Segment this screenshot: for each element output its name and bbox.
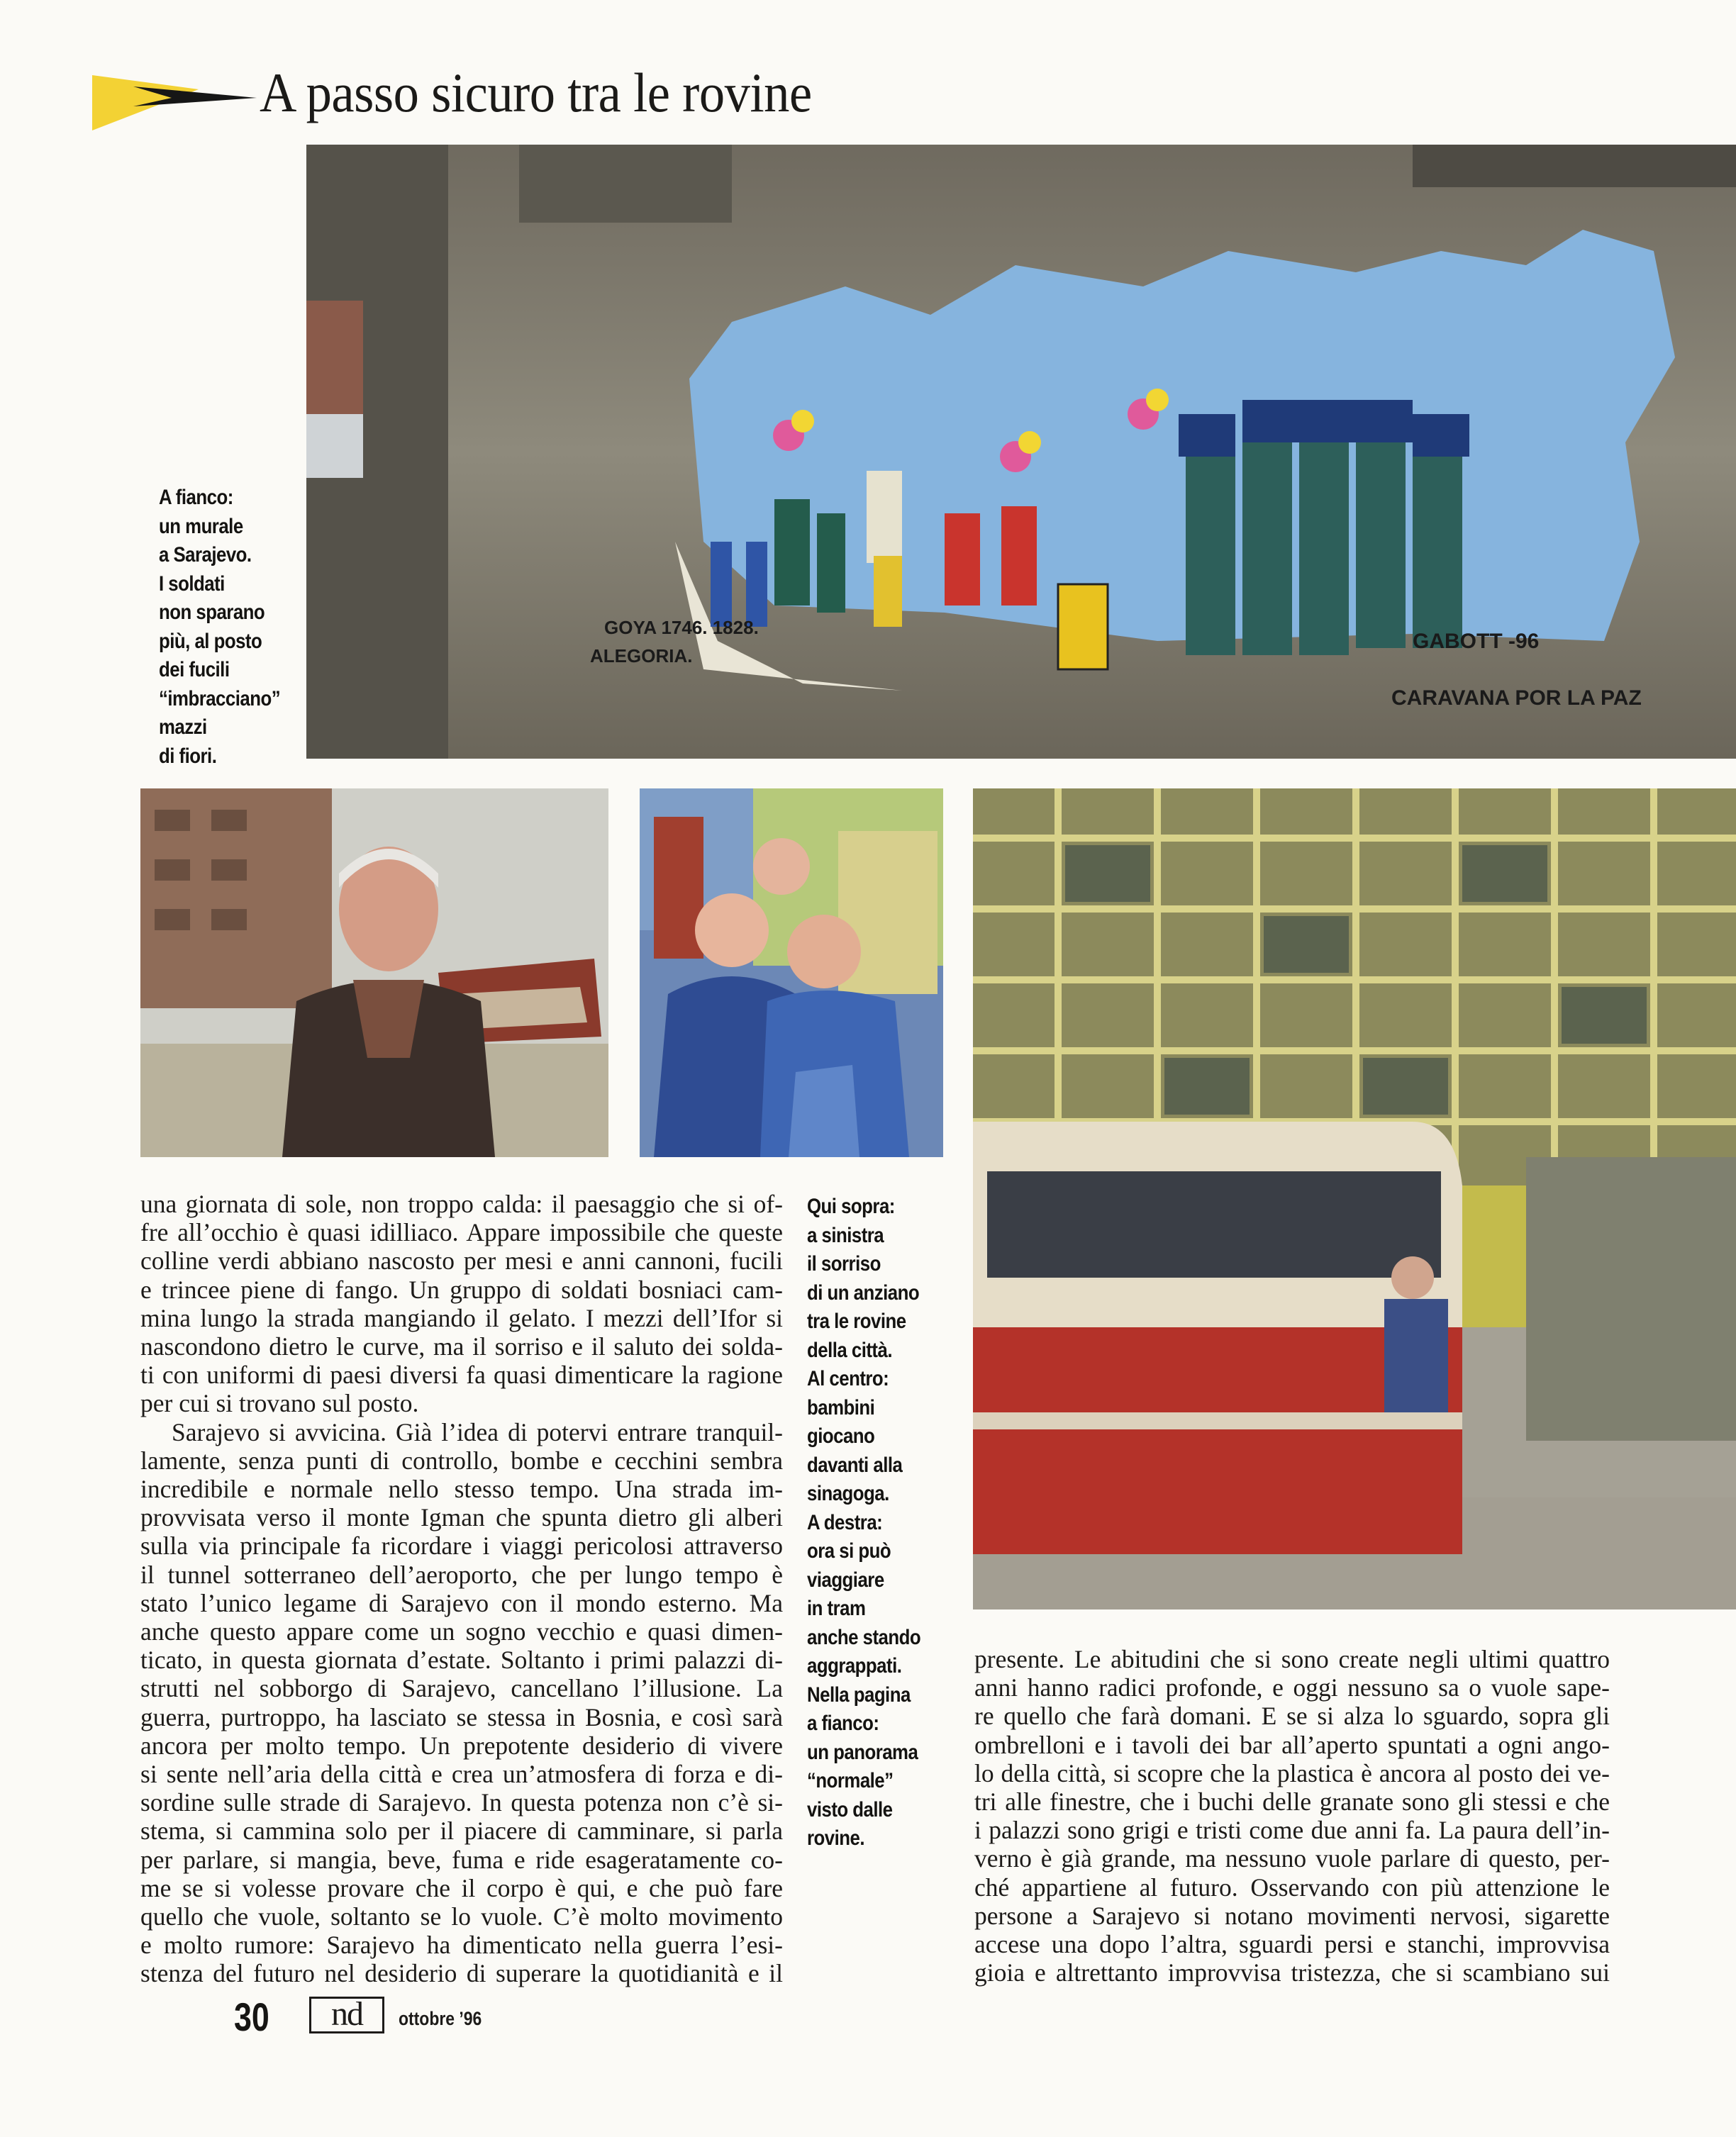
article-line: strutti nel sobborgo di Sarajevo, cancellano l’illusione. La (140, 1674, 783, 1703)
article-line: e trincee piene di fango. Un gruppo di soldati bosniaci cam- (140, 1275, 783, 1304)
caption-line: viaggiare (807, 1568, 884, 1592)
article-line: fre all’occhio è quasi idilliaco. Appare impossibile che queste (140, 1218, 783, 1247)
children-photo (640, 788, 943, 1157)
article-line: stato l’unico legame di Sarajevo con il mondo esterno. Ma (140, 1588, 783, 1617)
caption-line: un murale (159, 514, 243, 538)
caption-line: davanti alla (807, 1453, 903, 1477)
article-line: Sarajevo si avvicina. Già l’idea di potervi entrare tranquil- (172, 1417, 783, 1446)
caption-line: I soldati (159, 571, 225, 596)
article-line: lamente, senza punti di controllo, bombe e cecchini sembra (140, 1446, 783, 1475)
caption-line: Al centro: (807, 1367, 889, 1390)
article-line: sordine sulle strade di Sarajevo. In questa potenza non c’è si- (140, 1788, 783, 1817)
caption-line: non sparano (159, 601, 265, 624)
article-line: me se si volesse provare che il corpo è qui, e che può fare (140, 1873, 783, 1902)
article-line: per parlare, si mangia, beve, fuma e ride esageratamente co- (140, 1845, 783, 1874)
caption-line: A fianco: (159, 486, 233, 509)
caption-line: visto dalle (807, 1797, 893, 1821)
article-line: una giornata di sole, non troppo calda: il paesaggio che si of- (140, 1190, 783, 1218)
tram-photo (973, 788, 1736, 1609)
article-line: colline verdi abbiano nascosto per mesi e anni cannoni, fucili (140, 1246, 783, 1276)
caption-line: ora si può (807, 1539, 891, 1563)
caption-line: tra le rovine (807, 1310, 906, 1333)
article-line: guerra, purtroppo, ha lasciato se stessa in Bosnia, e così sarà (140, 1702, 783, 1731)
article-line: per cui si trovano sul posto. (140, 1389, 419, 1418)
article-line: anni hanno radici profonde, e oggi nessuno sa o vuole sape- (974, 1673, 1610, 1702)
article-line: re quello che farà domani. E se si alza lo sguardo, sopra gli (974, 1702, 1610, 1731)
page-number: 30 (234, 1994, 269, 2039)
yellow-black-arrow-icon (92, 65, 257, 130)
article-line: si sente nell’aria della città e crea un’atmosfera di forza e di- (140, 1760, 783, 1789)
article-line: ché appartiene al futuro. Osservando con più attenzione le (974, 1873, 1610, 1902)
article-line: mina lungo la strada mangiando il gelato. I mezzi dell’Ifor si (140, 1303, 783, 1332)
caption-line: della città. (807, 1338, 892, 1362)
article-line: gioia e altrettanto improvvisa tristezza, che si scambiano sui (974, 1958, 1610, 1987)
caption-line: aggrappati. (807, 1654, 902, 1678)
article-line: incredibile e normale nello stesso tempo. Una strada im- (140, 1475, 783, 1504)
mural-caption (159, 484, 280, 771)
article-line: persone a Sarajevo si notano movimenti nervosi, sigarette (974, 1901, 1610, 1930)
article-line: stenza del futuro nel desiderio di superare la quotidianità e il (140, 1959, 783, 1988)
article-line: presente. Le abitudini che si sono create negli ultimi quattro (974, 1645, 1610, 1673)
mural-slogan: CARAVANA POR LA PAZ (1391, 686, 1642, 710)
mural-photo (306, 145, 1736, 759)
article-line: nascondono dietro le curve, ma il sorriso e il saluto dei solda- (140, 1332, 783, 1361)
caption-line: a sinistra (807, 1223, 884, 1247)
photos-caption (807, 1193, 920, 1853)
caption-line: dei fucili (159, 658, 230, 681)
caption-line: Nella pagina (807, 1683, 911, 1707)
article-line: anche questo appare come un sogno vecchio e quasi dimen- (140, 1617, 783, 1646)
article-line: stema, si cammina solo per il piacere di camminare, si parla (140, 1817, 783, 1846)
issue-date: ottobre ’96 (399, 2008, 482, 2029)
article-line: lo della città, si scopre che la plastica è ancora al posto dei ve- (974, 1758, 1610, 1787)
mural-signature-left: GOYA 1746. 1828. (604, 617, 759, 638)
old-man-photo (140, 788, 608, 1157)
caption-line: anche stando (807, 1625, 921, 1649)
article-line: ticato, in questa giornata d’estate. Soltanto i primi palazzi di- (140, 1646, 783, 1675)
article-column-left (140, 1190, 783, 1988)
magazine-logo: nd (309, 1997, 384, 2033)
page-title: A passo sicuro tra le rovine (260, 62, 812, 123)
caption-line: “imbracciano” (159, 686, 281, 710)
caption-line: rovine. (807, 1826, 864, 1850)
caption-line: a fianco: (807, 1712, 879, 1735)
caption-line: di un anziano (807, 1280, 920, 1305)
mural-alegoria: ALEGORIA. (590, 645, 693, 666)
caption-line: in tram (807, 1597, 866, 1620)
caption-line: “normale” (807, 1769, 894, 1792)
article-line: accese una dopo l’altra, sguardi persi e stanchi, improvvisa (974, 1930, 1610, 1959)
caption-line: bambini (807, 1395, 875, 1419)
caption-line: Qui sopra: (807, 1195, 895, 1218)
article-line: e molto rumore: Sarajevo ha dimenticato nella guerra l’esi- (140, 1931, 783, 1960)
caption-line: un panorama (807, 1740, 918, 1764)
caption-line: a Sarajevo. (159, 543, 252, 567)
article-line: i palazzi sono grigi e tristi come due anni fa. La paura dell’in- (974, 1816, 1610, 1845)
caption-line: più, al posto (159, 629, 262, 653)
caption-line: giocano (807, 1424, 875, 1448)
article-line: ombrelloni e i tavoli dei bar all’aperto spuntati a ogni ango- (974, 1730, 1610, 1759)
caption-line: A destra: (807, 1510, 883, 1534)
mural-signature-right: GABOTT -96 (1413, 630, 1540, 653)
article-line: provvisata verso il monte Igman che spunta dietro gli alberi (140, 1503, 783, 1532)
caption-line: mazzi (159, 715, 207, 739)
article-line: quello che vuole, soltanto se lo vuole. C’è molto movimento (140, 1902, 783, 1931)
caption-line: di fiori. (159, 744, 217, 768)
article-column-right (974, 1645, 1610, 1987)
article-line: sulla via principale fa ricordare i viaggi pericolosi attraverso (140, 1531, 783, 1561)
article-line: ancora per molto tempo. Un prepotente desiderio di vivere (140, 1731, 783, 1760)
article-line: il tunnel sotterraneo dell’aeroporto, che per lungo tempo è (140, 1560, 783, 1589)
article-line: tri alle finestre, che i buchi delle granate sono gli stessi e che (974, 1787, 1610, 1817)
article-line: ti con uniformi di paesi diversi fa quasi dimenticare la ragione (140, 1361, 783, 1390)
caption-line: il sorriso (807, 1252, 881, 1276)
caption-line: sinagoga. (807, 1482, 889, 1505)
article-line: verno è già grande, ma nessuno vuole parlare di questo, per- (974, 1844, 1610, 1873)
